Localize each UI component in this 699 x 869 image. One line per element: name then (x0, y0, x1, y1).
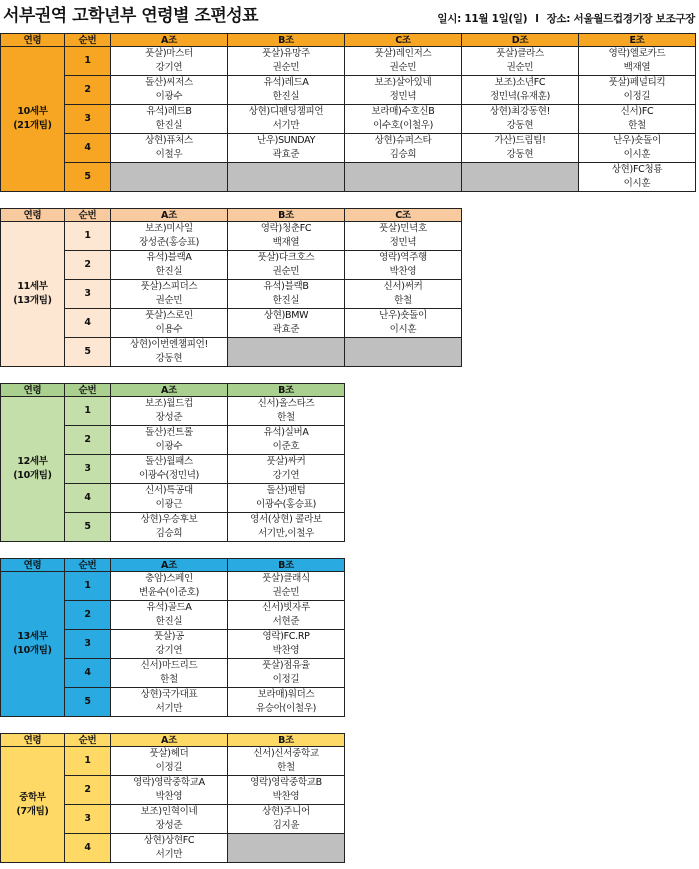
coach-name: 서기만 (111, 848, 228, 863)
header-pool: B조 (228, 734, 345, 747)
order-number: 2 (65, 776, 111, 805)
team-name: 풋살)다크호스 (228, 251, 345, 266)
coach-name: 강동현 (111, 352, 228, 367)
coach-name: 이광수 (111, 90, 228, 105)
order-number: 4 (65, 309, 111, 338)
order-number: 1 (65, 397, 111, 426)
header-age: 연령 (1, 734, 65, 747)
coach-name: 권순민 (345, 61, 462, 76)
coach-name: 한진실 (111, 119, 228, 134)
team-name: 상현)BMW (228, 309, 345, 324)
team-name: 보조)인혁이네 (111, 805, 228, 820)
coach-name: 이시훈 (345, 323, 462, 338)
header-row (1, 559, 345, 572)
coach-name: 곽효준 (228, 148, 345, 163)
team-name: 영락)엘로카드 (579, 47, 696, 62)
team-name: 상현)국가대표 (111, 688, 228, 703)
table-row (1, 134, 696, 149)
coach-name: 한철 (579, 119, 696, 134)
header-pool: A조 (111, 209, 228, 222)
table-row (1, 280, 462, 295)
order-number: 1 (65, 572, 111, 601)
header-pool: B조 (228, 34, 345, 47)
coach-name: 이광수(정민녁) (111, 469, 228, 484)
coach-name: 박찬영 (111, 790, 228, 805)
coach-name: 권순민 (228, 61, 345, 76)
age-group-table (0, 733, 345, 863)
team-name: 가산)드림팀! (462, 134, 579, 149)
coach-name: 김승희 (345, 148, 462, 163)
order-number: 4 (65, 484, 111, 513)
team-name: 영락)영락중학교B (228, 776, 345, 791)
header-pool: C조 (345, 209, 462, 222)
empty-slot (462, 163, 579, 192)
order-number: 4 (65, 834, 111, 863)
team-name: 상현)FC청룡 (579, 163, 696, 178)
coach-name: 이시훈 (579, 148, 696, 163)
team-name: 상현)우승후보 (111, 513, 228, 528)
team-name: 영락)청춘FC (228, 222, 345, 237)
order-number: 5 (65, 338, 111, 367)
header-age: 연령 (1, 34, 65, 47)
team-name: 유석)골드A (111, 601, 228, 616)
team-name: 풋살)싸커 (228, 455, 345, 470)
table-row (1, 251, 462, 266)
header-pool: E조 (579, 34, 696, 47)
team-name: 신서)써커 (345, 280, 462, 295)
team-name: 풋살)마스터 (111, 47, 228, 62)
order-number: 4 (65, 134, 111, 163)
age-group-table (0, 33, 696, 192)
team-name: 신서)올스타즈 (228, 397, 345, 412)
header-order: 순번 (65, 559, 111, 572)
order-number: 3 (65, 805, 111, 834)
coach-name: 강기연 (228, 469, 345, 484)
header-order: 순번 (65, 34, 111, 47)
header-age: 연령 (1, 209, 65, 222)
header-pool: A조 (111, 384, 228, 397)
header-order: 순번 (65, 734, 111, 747)
order-number: 1 (65, 222, 111, 251)
team-name: 상현)최강동현! (462, 105, 579, 120)
table-row (1, 572, 345, 587)
coach-name: 정민녁(유재훈) (462, 90, 579, 105)
event-info (437, 11, 695, 26)
order-number: 2 (65, 76, 111, 105)
team-name: 풋살)공 (111, 630, 228, 645)
age-group-cell (1, 397, 65, 542)
coach-name: 이정길 (228, 673, 345, 688)
age-group-team-count: (13개팀) (13, 295, 52, 306)
team-name: 난우)숏돌이 (345, 309, 462, 324)
team-name: 풋살)점유율 (228, 659, 345, 674)
order-number: 2 (65, 601, 111, 630)
coach-name: 한철 (111, 673, 228, 688)
coach-name: 이정길 (579, 90, 696, 105)
coach-name: 김지윤 (228, 819, 345, 834)
coach-name: 이광근 (111, 498, 228, 513)
coach-name: 강동현 (462, 148, 579, 163)
coach-name: 박찬영 (228, 790, 345, 805)
team-name: 풋살)스피더스 (111, 280, 228, 295)
coach-name: 박찬영 (345, 265, 462, 280)
order-number: 3 (65, 455, 111, 484)
header-pool: A조 (111, 734, 228, 747)
order-number: 3 (65, 280, 111, 309)
header-pool: C조 (345, 34, 462, 47)
empty-slot (228, 338, 345, 367)
age-group-cell (1, 47, 65, 192)
header-row (1, 734, 345, 747)
team-name: 상현)디펜딩챔피언 (228, 105, 345, 120)
team-name: 보조)소년FC (462, 76, 579, 91)
order-number: 5 (65, 688, 111, 717)
coach-name: 변윤수(이준호) (111, 586, 228, 601)
team-name: 보라매)워더스 (228, 688, 345, 703)
team-name: 유석)블랙B (228, 280, 345, 295)
table-row (1, 338, 462, 353)
team-name: 상현)이번엔챔피언! (111, 338, 228, 353)
coach-name: 이수호(이철우) (345, 119, 462, 134)
header-row (1, 209, 462, 222)
header-pool: B조 (228, 559, 345, 572)
team-name: 풋살)페널티킥 (579, 76, 696, 91)
coach-name: 한진실 (111, 615, 228, 630)
coach-name: 권순민 (228, 265, 345, 280)
info-separator: l (535, 13, 539, 25)
order-number: 5 (65, 513, 111, 542)
team-name: 신서)FC (579, 105, 696, 120)
team-name: 돌산)팬텀 (228, 484, 345, 499)
coach-name: 정민녁 (345, 236, 462, 251)
team-name: 상현)슈퍼스타 (345, 134, 462, 149)
coach-name: 백재열 (579, 61, 696, 76)
coach-name: 백재열 (228, 236, 345, 251)
coach-name: 강동현 (462, 119, 579, 134)
table-row (1, 222, 462, 237)
team-name: 영락)역주행 (345, 251, 462, 266)
coach-name: 김승희 (111, 527, 228, 542)
team-name: 보조)월드컵 (111, 397, 228, 412)
age-group-table (0, 383, 345, 542)
table-row (1, 76, 696, 91)
team-name: 신서)빗자루 (228, 601, 345, 616)
header-pool: A조 (111, 559, 228, 572)
table-row (1, 105, 696, 120)
team-name: 유석)블랙A (111, 251, 228, 266)
coach-name: 권순민 (228, 586, 345, 601)
team-name: 충암)스페인 (111, 572, 228, 587)
event-date: 일시: 11월 1일(일) (437, 13, 528, 25)
coach-name: 이시훈 (579, 177, 696, 192)
age-group-label: 12세부 (17, 456, 48, 467)
team-name: 영락)FC.RP (228, 630, 345, 645)
age-group-cell (1, 747, 65, 863)
coach-name: 강기연 (111, 61, 228, 76)
coach-name: 강기연 (111, 644, 228, 659)
age-group-table (0, 208, 462, 367)
coach-name: 한진실 (228, 90, 345, 105)
coach-name: 한진실 (111, 265, 228, 280)
team-name: 영서(상현) 콜라보 (228, 513, 345, 528)
coach-name: 권순민 (462, 61, 579, 76)
team-name: 보조)살아있네 (345, 76, 462, 91)
team-name: 신서)특공대 (111, 484, 228, 499)
team-name: 돌산)컨트롤 (111, 426, 228, 441)
table-row (1, 747, 345, 762)
header-age: 연령 (1, 384, 65, 397)
coach-name: 정민녁 (345, 90, 462, 105)
header-pool: B조 (228, 384, 345, 397)
table-row (1, 163, 696, 178)
order-number: 3 (65, 630, 111, 659)
order-number: 1 (65, 747, 111, 776)
coach-name: 권순민 (111, 294, 228, 309)
coach-name: 이준호 (228, 440, 345, 455)
coach-name: 서기만,이철우 (228, 527, 345, 542)
coach-name: 장성준 (111, 819, 228, 834)
team-name: 돌산)월패스 (111, 455, 228, 470)
age-group-table (0, 558, 345, 717)
age-group-label: 11세부 (17, 281, 48, 292)
coach-name: 이정길 (111, 761, 228, 776)
table-row (1, 309, 462, 324)
coach-name: 박찬영 (228, 644, 345, 659)
coach-name: 이철우 (111, 148, 228, 163)
header-age: 연령 (1, 559, 65, 572)
header-pool: A조 (111, 34, 228, 47)
age-group-cell (1, 572, 65, 717)
empty-slot (228, 163, 345, 192)
team-name: 풋살)클래식 (228, 572, 345, 587)
event-venue: 장소: 서울월드컵경기장 보조구장 (546, 13, 695, 25)
order-number: 5 (65, 163, 111, 192)
team-name: 보조)미사일 (111, 222, 228, 237)
team-name: 보라매)수호신B (345, 105, 462, 120)
coach-name: 한철 (228, 411, 345, 426)
header-pool: D조 (462, 34, 579, 47)
coach-name: 한철 (345, 294, 462, 309)
header-row (1, 34, 696, 47)
order-number: 4 (65, 659, 111, 688)
team-name: 상현)주니어 (228, 805, 345, 820)
team-name: 난우)SUNDAY (228, 134, 345, 149)
order-number: 2 (65, 426, 111, 455)
coach-name: 장성준 (111, 411, 228, 426)
team-name: 신서)신서중학교 (228, 747, 345, 762)
table-row (1, 397, 345, 412)
team-name: 유석)레드A (228, 76, 345, 91)
team-name: 풋살)클라스 (462, 47, 579, 62)
empty-slot (111, 163, 228, 192)
coach-name: 장성준(홍승표) (111, 236, 228, 251)
coach-name: 한철 (228, 761, 345, 776)
age-group-label: 13세부 (17, 631, 48, 642)
team-name: 유석)실버A (228, 426, 345, 441)
age-group-team-count: (10개팀) (13, 645, 52, 656)
coach-name: 이용수 (111, 323, 228, 338)
team-name: 상현)퓨처스 (111, 134, 228, 149)
header-pool: B조 (228, 209, 345, 222)
team-name: 돌산)씨저스 (111, 76, 228, 91)
table-row (1, 47, 696, 62)
team-name: 유석)레드B (111, 105, 228, 120)
coach-name: 곽효준 (228, 323, 345, 338)
empty-slot (228, 834, 345, 863)
coach-name: 서기만 (228, 119, 345, 134)
coach-name: 서현준 (228, 615, 345, 630)
team-name: 신서)마드리드 (111, 659, 228, 674)
age-group-team-count: (21개팀) (13, 120, 52, 131)
coach-name: 한진실 (228, 294, 345, 309)
age-group-label: 중학부 (19, 791, 46, 803)
order-number: 2 (65, 251, 111, 280)
team-name: 풋살)민녁호 (345, 222, 462, 237)
empty-slot (345, 163, 462, 192)
team-name: 풋살)헤더 (111, 747, 228, 762)
coach-name: 이광수 (111, 440, 228, 455)
header-order: 순번 (65, 384, 111, 397)
page-title: 서부권역 고학년부 연령별 조편성표 (3, 6, 259, 26)
empty-slot (345, 338, 462, 367)
team-name: 풋살)레인저스 (345, 47, 462, 62)
team-name: 상현)상현FC (111, 834, 228, 849)
age-group-label: 10세부 (17, 106, 48, 117)
team-name: 풋살)스로인 (111, 309, 228, 324)
header-order: 순번 (65, 209, 111, 222)
age-group-cell (1, 222, 65, 367)
age-group-team-count: (10개팀) (13, 470, 52, 481)
coach-name: 이광수(홍승표) (228, 498, 345, 513)
age-group-team-count: (7개팀) (16, 805, 49, 817)
coach-name: 유승아(이철우) (228, 702, 345, 717)
team-name: 영락)영락중학교A (111, 776, 228, 791)
team-name: 풋살)유망주 (228, 47, 345, 62)
header-row (1, 384, 345, 397)
order-number: 1 (65, 47, 111, 76)
coach-name: 서기만 (111, 702, 228, 717)
order-number: 3 (65, 105, 111, 134)
team-name: 난우)숏돌이 (579, 134, 696, 149)
